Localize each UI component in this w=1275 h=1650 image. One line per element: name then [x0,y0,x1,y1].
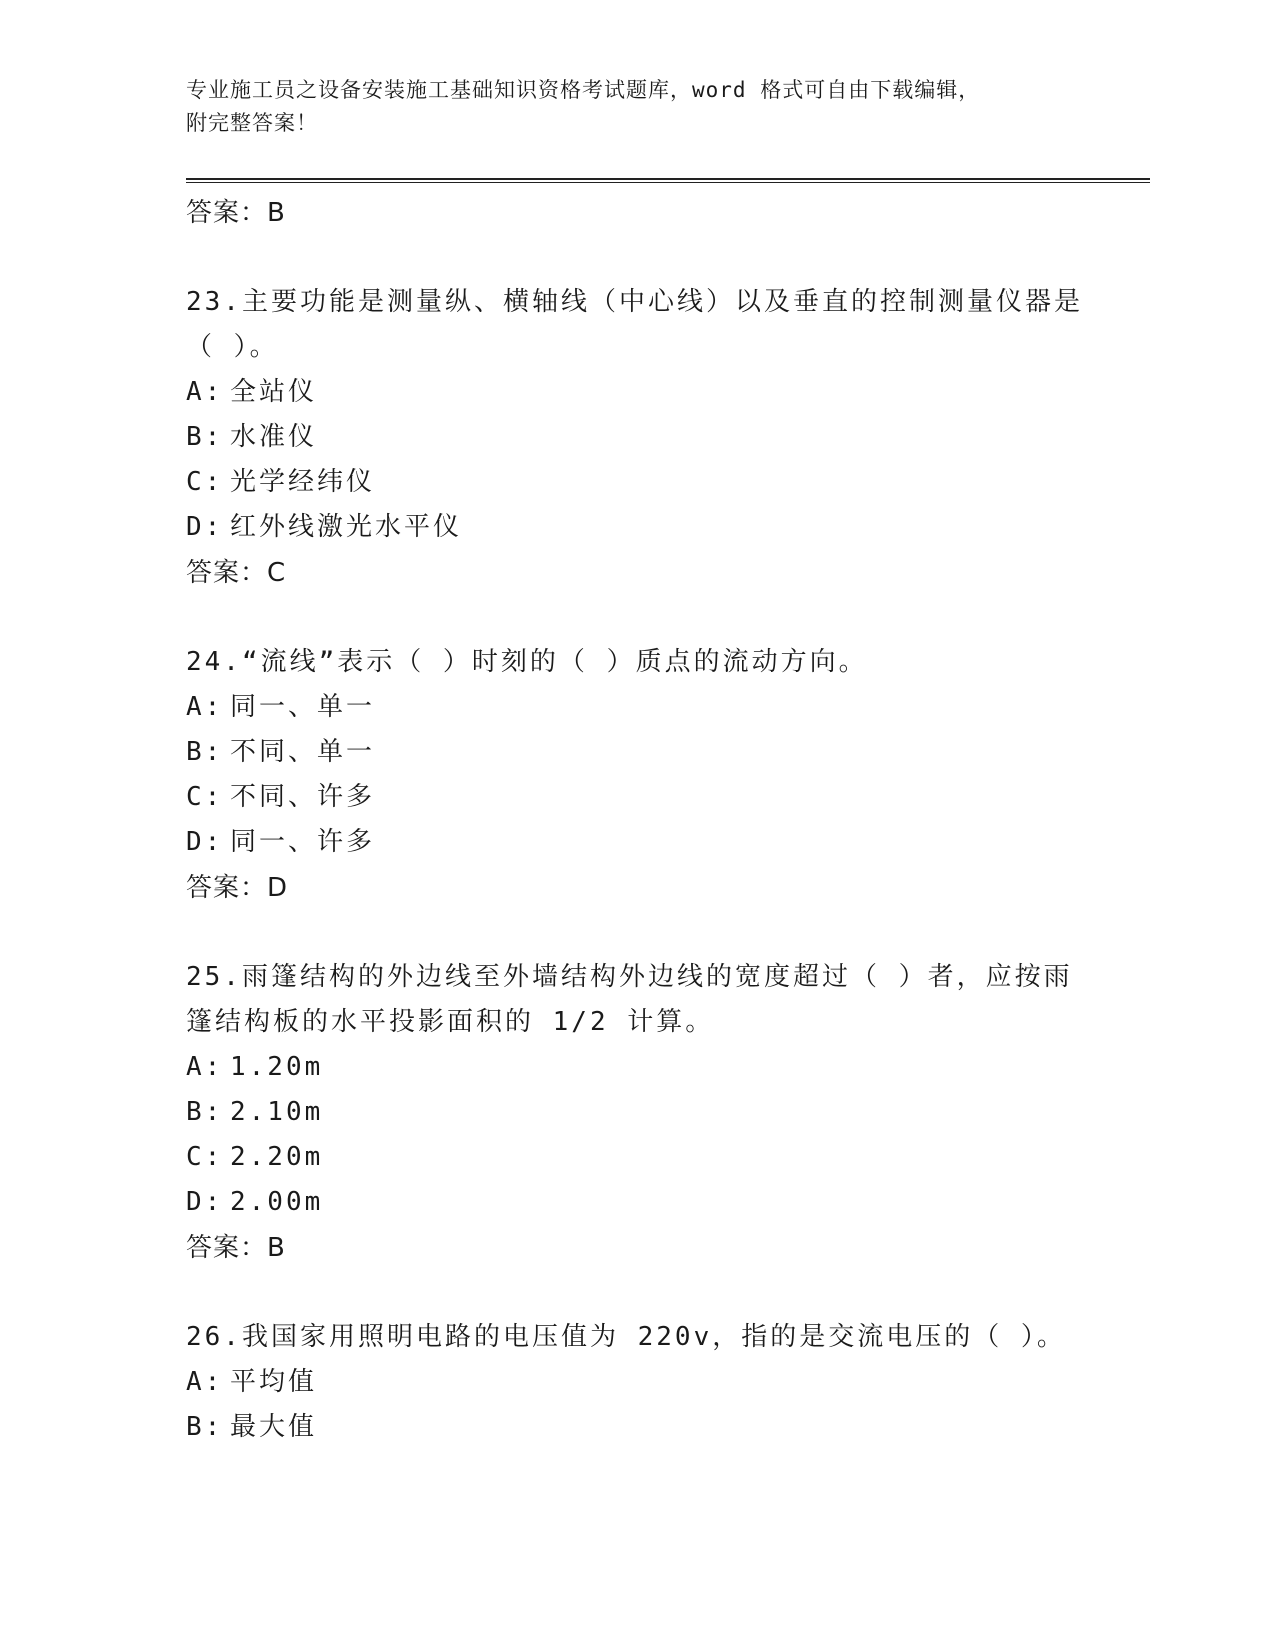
option-letter: D: [186,512,224,542]
option-letter: B: [186,1412,224,1442]
option-letter: B: [186,422,224,452]
option-a [186,370,1086,415]
option-letter: A: [186,1367,224,1397]
header-divider [186,178,1150,183]
option-text: 全站仪 [230,377,318,407]
option-text: 2.00m [230,1187,324,1217]
option-d [186,1180,1086,1225]
answer-line: 答案：B [186,198,286,228]
question-text: 26.我国家用照明电路的电压值为 220v，指的是交流电压的（ ）。 [186,1322,1066,1352]
option-text: 同一、单一 [230,692,376,722]
question-text: 23.主要功能是测量纵、横轴线（中心线）以及垂直的控制测量仪器是（ ）。 [186,287,1083,362]
option-d [186,505,1086,550]
option-letter: C: [186,467,224,497]
question-block-25 [186,955,1086,1271]
option-a [186,1045,1086,1090]
answer-line: 答案：B [186,1233,286,1263]
question-block-24 [186,640,1086,911]
option-text: 不同、单一 [230,737,376,767]
option-c [186,775,1086,820]
option-text: 水准仪 [230,422,318,452]
option-text: 1.20m [230,1052,324,1082]
document-header [186,74,1066,140]
question-text: 25.雨篷结构的外边线至外墙结构外边线的宽度超过（ ）者，应按雨篷结构板的水平投影面积的 1/2 计算。 [186,962,1073,1037]
option-b [186,1405,1086,1450]
option-text: 不同、许多 [230,782,376,812]
option-letter: D: [186,1187,224,1217]
question-text: 24.“流线”表示（ ）时刻的（ ）质点的流动方向。 [186,647,868,677]
spacer [186,596,1086,640]
option-b [186,1090,1086,1135]
question-block-26 [186,1315,1086,1450]
option-text: 最大值 [230,1412,318,1442]
option-c [186,460,1086,505]
option-letter: B: [186,1097,224,1127]
option-letter: A: [186,377,224,407]
option-text: 光学经纬仪 [230,467,376,497]
option-letter: C: [186,782,224,812]
option-text: 红外线激光水平仪 [230,512,463,542]
option-letter: A: [186,692,224,722]
option-text: 平均值 [230,1367,318,1397]
spacer [186,1271,1086,1315]
option-a [186,685,1086,730]
option-text: 2.10m [230,1097,324,1127]
option-d [186,820,1086,865]
option-letter: D: [186,827,224,857]
option-c [186,1135,1086,1180]
option-text: 同一、许多 [230,827,376,857]
header-line-2: 附完整答案！ [186,111,318,135]
question-list [186,190,1086,1450]
option-a [186,1360,1086,1405]
question-block-23 [186,280,1086,596]
option-letter: B: [186,737,224,767]
header-line-1: 专业施工员之设备安装施工基础知识资格考试题库，word 格式可自由下载编辑， [186,78,981,102]
spacer [186,236,1086,280]
option-b [186,415,1086,460]
spacer [186,911,1086,955]
answer-line: 答案：C [186,558,287,588]
option-letter: C: [186,1142,224,1172]
option-text: 2.20m [230,1142,324,1172]
option-b [186,730,1086,775]
option-letter: A: [186,1052,224,1082]
answer-line: 答案：D [186,873,289,903]
